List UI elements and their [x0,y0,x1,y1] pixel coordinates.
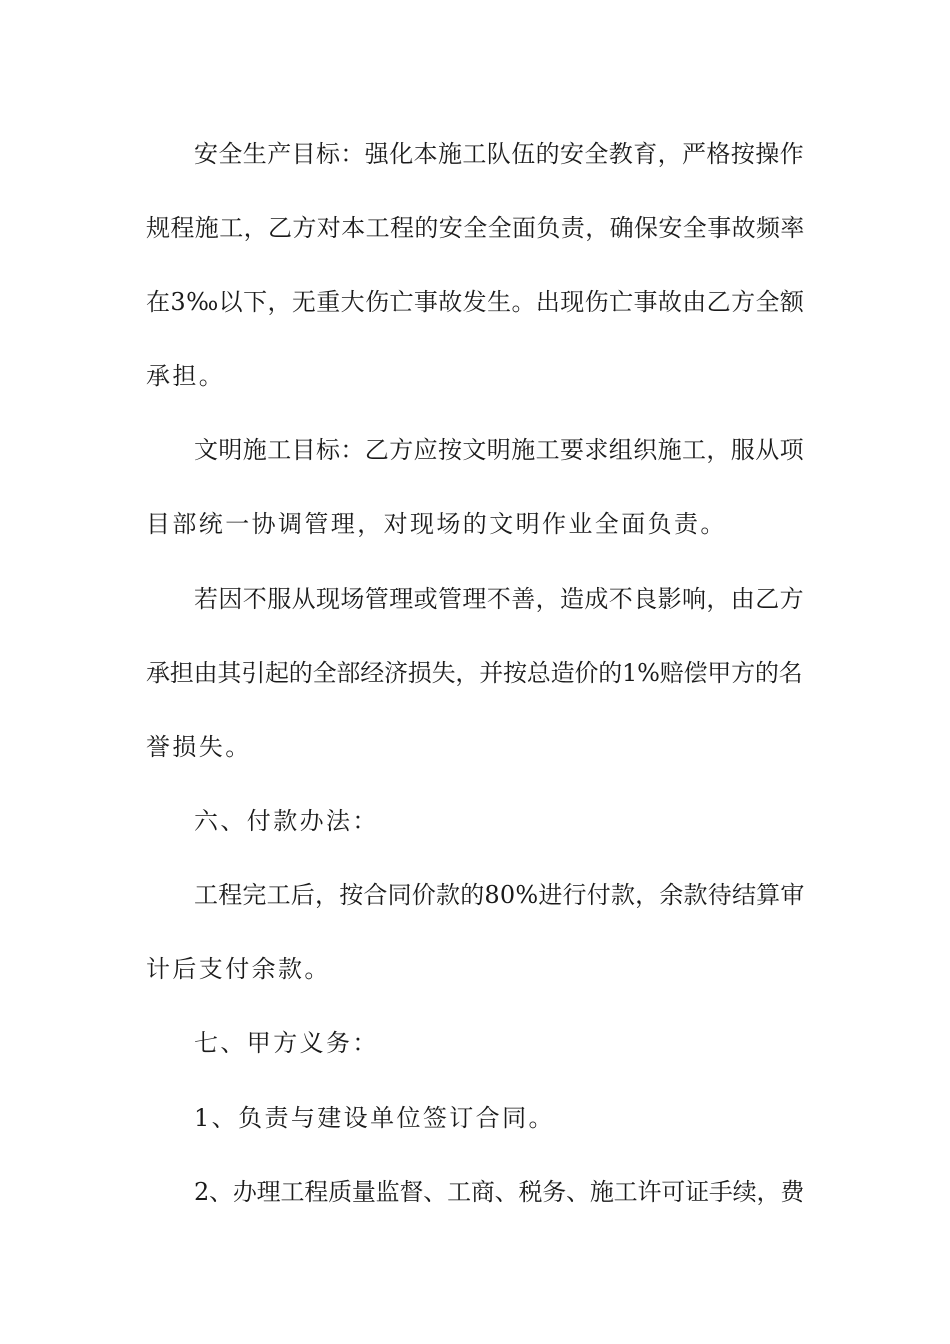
paragraph-line: 承担由其引起的全部经济损失，并按总造价的1%赔偿甲方的名 [146,659,803,687]
paragraph-line: 工程完工后，按合同价款的80%进行付款，余款待结算审 [194,881,805,909]
paragraph-line: 承担。 [146,362,226,390]
list-item: 1、负责与建设单位签订合同。 [194,1104,555,1132]
paragraph-line: 在3‰以下，无重大伤亡事故发生。出现伤亡事故由乙方全额 [146,288,805,316]
section-heading: 六、付款办法： [194,807,379,835]
paragraph-line: 规程施工，乙方对本工程的安全全面负责，确保安全事故频率 [146,214,805,242]
paragraph-line: 誉损失。 [146,733,252,761]
paragraph-line: 计后支付余款。 [146,955,331,983]
paragraph-line: 若因不服从现场管理或管理不善，造成不良影响，由乙方 [194,585,804,613]
list-item: 2、办理工程质量监督、工商、税务、施工许可证手续，费 [194,1178,805,1206]
paragraph-line: 目部统一协调管理，对现场的文明作业全面负责。 [146,510,727,538]
paragraph-line: 安全生产目标：强化本施工队伍的安全教育，严格按操作 [194,140,804,168]
section-heading: 七、甲方义务： [194,1029,379,1057]
paragraph-line: 文明施工目标：乙方应按文明施工要求组织施工，服从项 [194,436,804,464]
